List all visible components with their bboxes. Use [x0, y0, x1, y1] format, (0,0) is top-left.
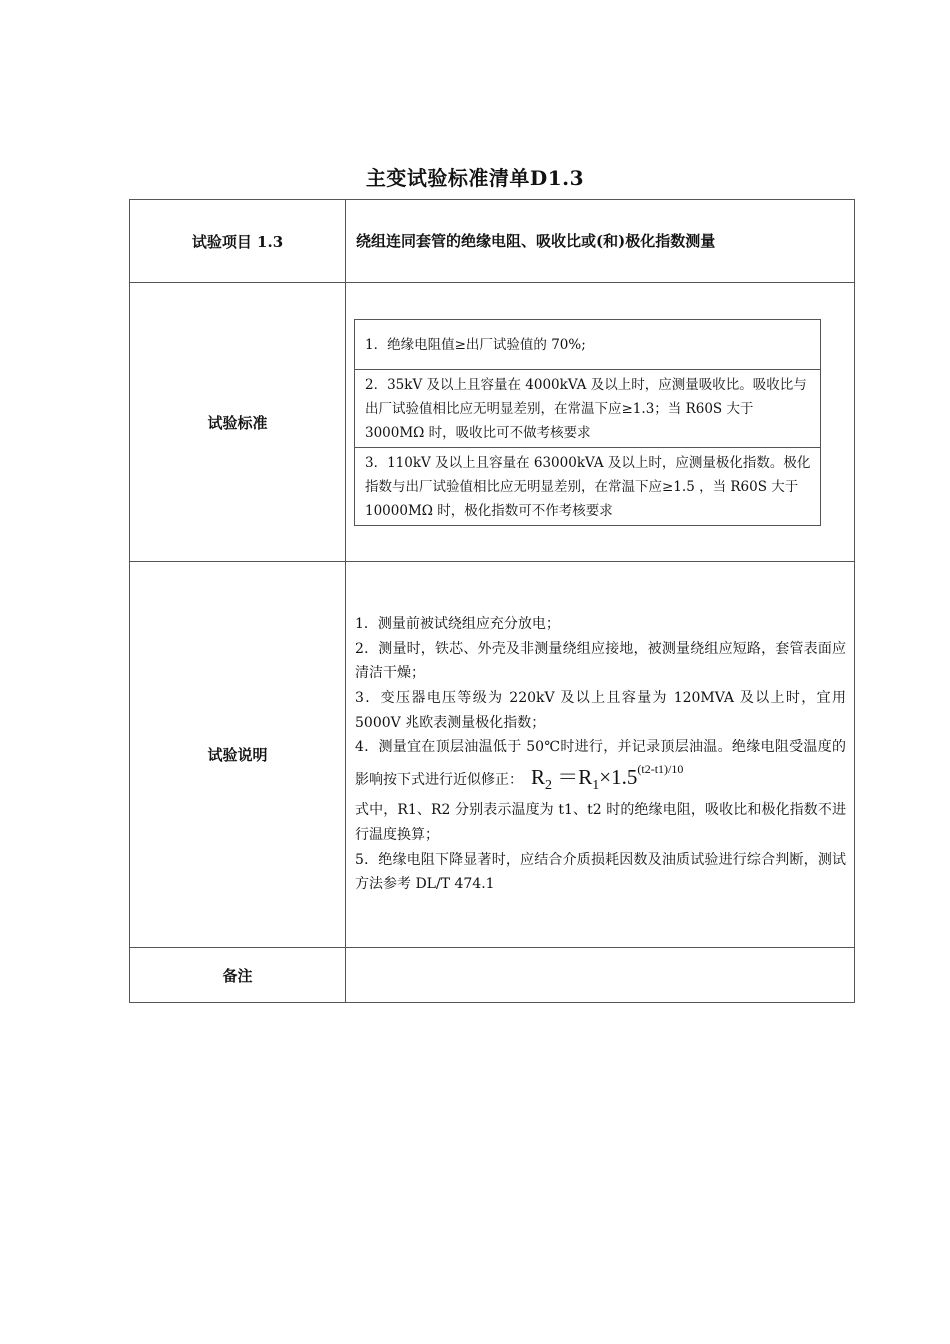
standard-box [354, 319, 821, 526]
description-label: 试验说明 [130, 562, 346, 948]
description-line-4-text: 4．测量宜在顶层油温低于 50℃时进行，并记录顶层油温。绝缘电阻受温度的影响按下式进行近似修正： [355, 739, 846, 788]
table-row-description [130, 562, 855, 948]
description-line-5: 式中，R1、R2 分别表示温度为 t1、t2 时的绝缘电阻，吸收比和极化指数不进行温度换算； [355, 802, 846, 844]
standard-item-2: 2．35kV 及以上且容量在 4000kVA 及以上时，应测量吸收比。吸收比与出厂试验值相比应无明显差别，在常温下应≥1.3；当 R60S 大于 3000MΩ 时，吸收比可不做考核要求 [355, 369, 820, 447]
table-row-remarks [130, 948, 855, 1003]
description-text [346, 612, 854, 897]
standard-item-1: 1．绝缘电阻值≥出厂试验值的 70%; [365, 336, 586, 353]
description-line-6: 5．绝缘电阻下降显著时，应结合介质损耗因数及油质试验进行综合判断，测试方法参考 DL/T 474.1 [355, 851, 846, 893]
description-line-4 [355, 735, 846, 798]
description-line-1: 1．测量前被试绕组应充分放电； [355, 616, 560, 633]
table-row-standard [130, 283, 855, 562]
description-line-2: 2．测量时，铁芯、外壳及非测量绕组应接地，被测量绕组应短路，套管表面应清洁干燥； [355, 640, 846, 682]
temperature-correction-formula: $R_2 =R_1\times 1.5^{(t2-t1)/10}$ [531, 761, 684, 793]
item-value-cell [346, 200, 855, 283]
standard-cell [346, 283, 855, 562]
page-title: 主变试验标准清单D1.3 [365, 166, 585, 190]
remarks-label: 备注 [130, 948, 346, 1003]
item-label: 试验项目 1.3 [130, 200, 346, 283]
description-cell [346, 562, 855, 948]
item-value: 绕组连同套管的绝缘电阻、吸收比或(和)极化指数测量 [356, 232, 716, 250]
table-row-item [130, 200, 855, 283]
description-line-3: 3．变压器电压等级为 220kV 及以上且容量为 120MVA 及以上时，宜用 5000V 兆欧表测量极化指数； [355, 689, 846, 731]
standard-label: 试验标准 [130, 283, 346, 562]
standard-table [129, 199, 855, 1003]
remarks-value [346, 948, 855, 1003]
standard-item-3: 3．110kV 及以上且容量在 63000kVA 及以上时，应测量极化指数。极化指数与出厂试验值相比应无明显差别，在常温下应≥1.5 ，当 R60S 大于 10000MΩ 时，极化指数可不作考核要求 [355, 447, 820, 525]
